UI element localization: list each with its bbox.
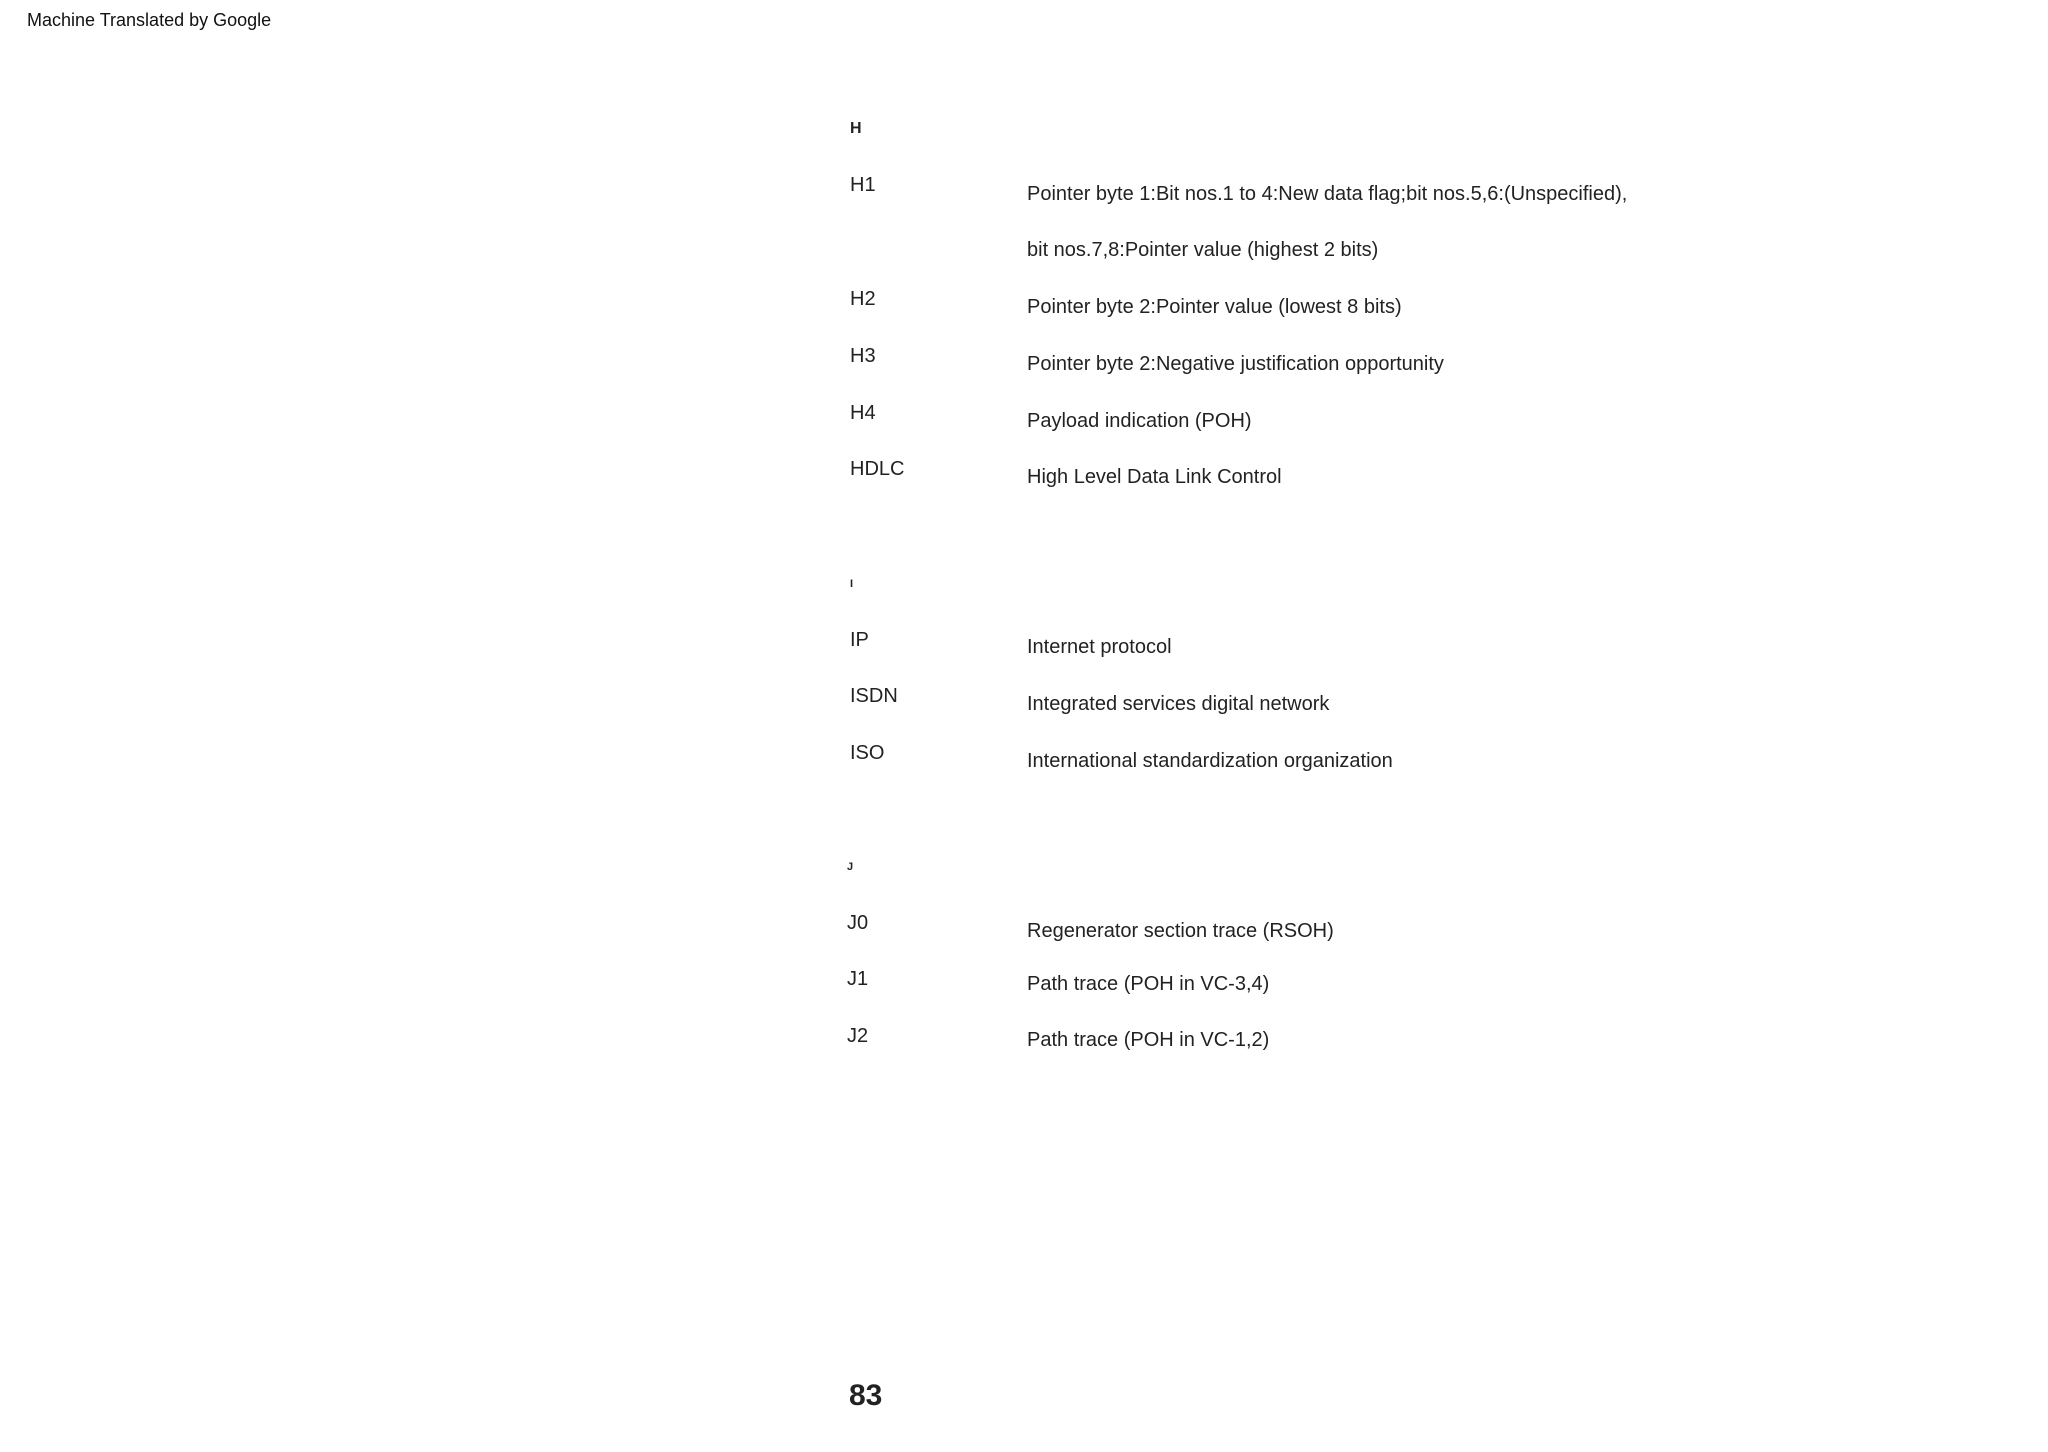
term-h2: H2 — [850, 288, 876, 310]
term-isdn: ISDN — [850, 685, 898, 707]
term-iso: ISO — [850, 742, 885, 764]
term-j2: J2 — [847, 1025, 869, 1047]
definition-iso: International standardization organization — [1027, 750, 1393, 772]
section-heading-h: H — [850, 120, 862, 137]
definition-ip: Internet protocol — [1027, 636, 1172, 658]
term-ip: IP — [850, 629, 869, 651]
machine-translation-banner: Machine Translated by Google — [27, 10, 272, 30]
definition-j2: Path trace (POH in VC-1,2) — [1027, 1029, 1270, 1051]
page-number: 83 — [849, 1379, 883, 1412]
definition-isdn: Integrated services digital network — [1027, 693, 1330, 715]
term-h4: H4 — [850, 402, 876, 424]
definition-j1: Path trace (POH in VC-3,4) — [1027, 973, 1270, 995]
definition-h1: Pointer byte 1:Bit nos.1 to 4:New data flag;bit nos.5,6:(Unspecified), — [1027, 183, 1628, 205]
term-hdlc: HDLC — [850, 458, 905, 480]
section-heading-j: J — [847, 861, 854, 873]
term-j0: J0 — [847, 912, 869, 934]
definition-hdlc: High Level Data Link Control — [1027, 466, 1282, 488]
term-h1: H1 — [850, 174, 876, 196]
definition-h1-continuation: bit nos.7,8:Pointer value (highest 2 bits) — [1027, 239, 1379, 261]
term-j1: J1 — [847, 968, 869, 990]
definition-h2: Pointer byte 2:Pointer value (lowest 8 bits) — [1027, 296, 1402, 318]
term-h3: H3 — [850, 345, 876, 367]
definition-h4: Payload indication (POH) — [1027, 410, 1252, 432]
definition-j0: Regenerator section trace (RSOH) — [1027, 920, 1334, 942]
section-heading-i: I — [850, 578, 854, 590]
definition-h3: Pointer byte 2:Negative justification opportunity — [1027, 353, 1444, 375]
